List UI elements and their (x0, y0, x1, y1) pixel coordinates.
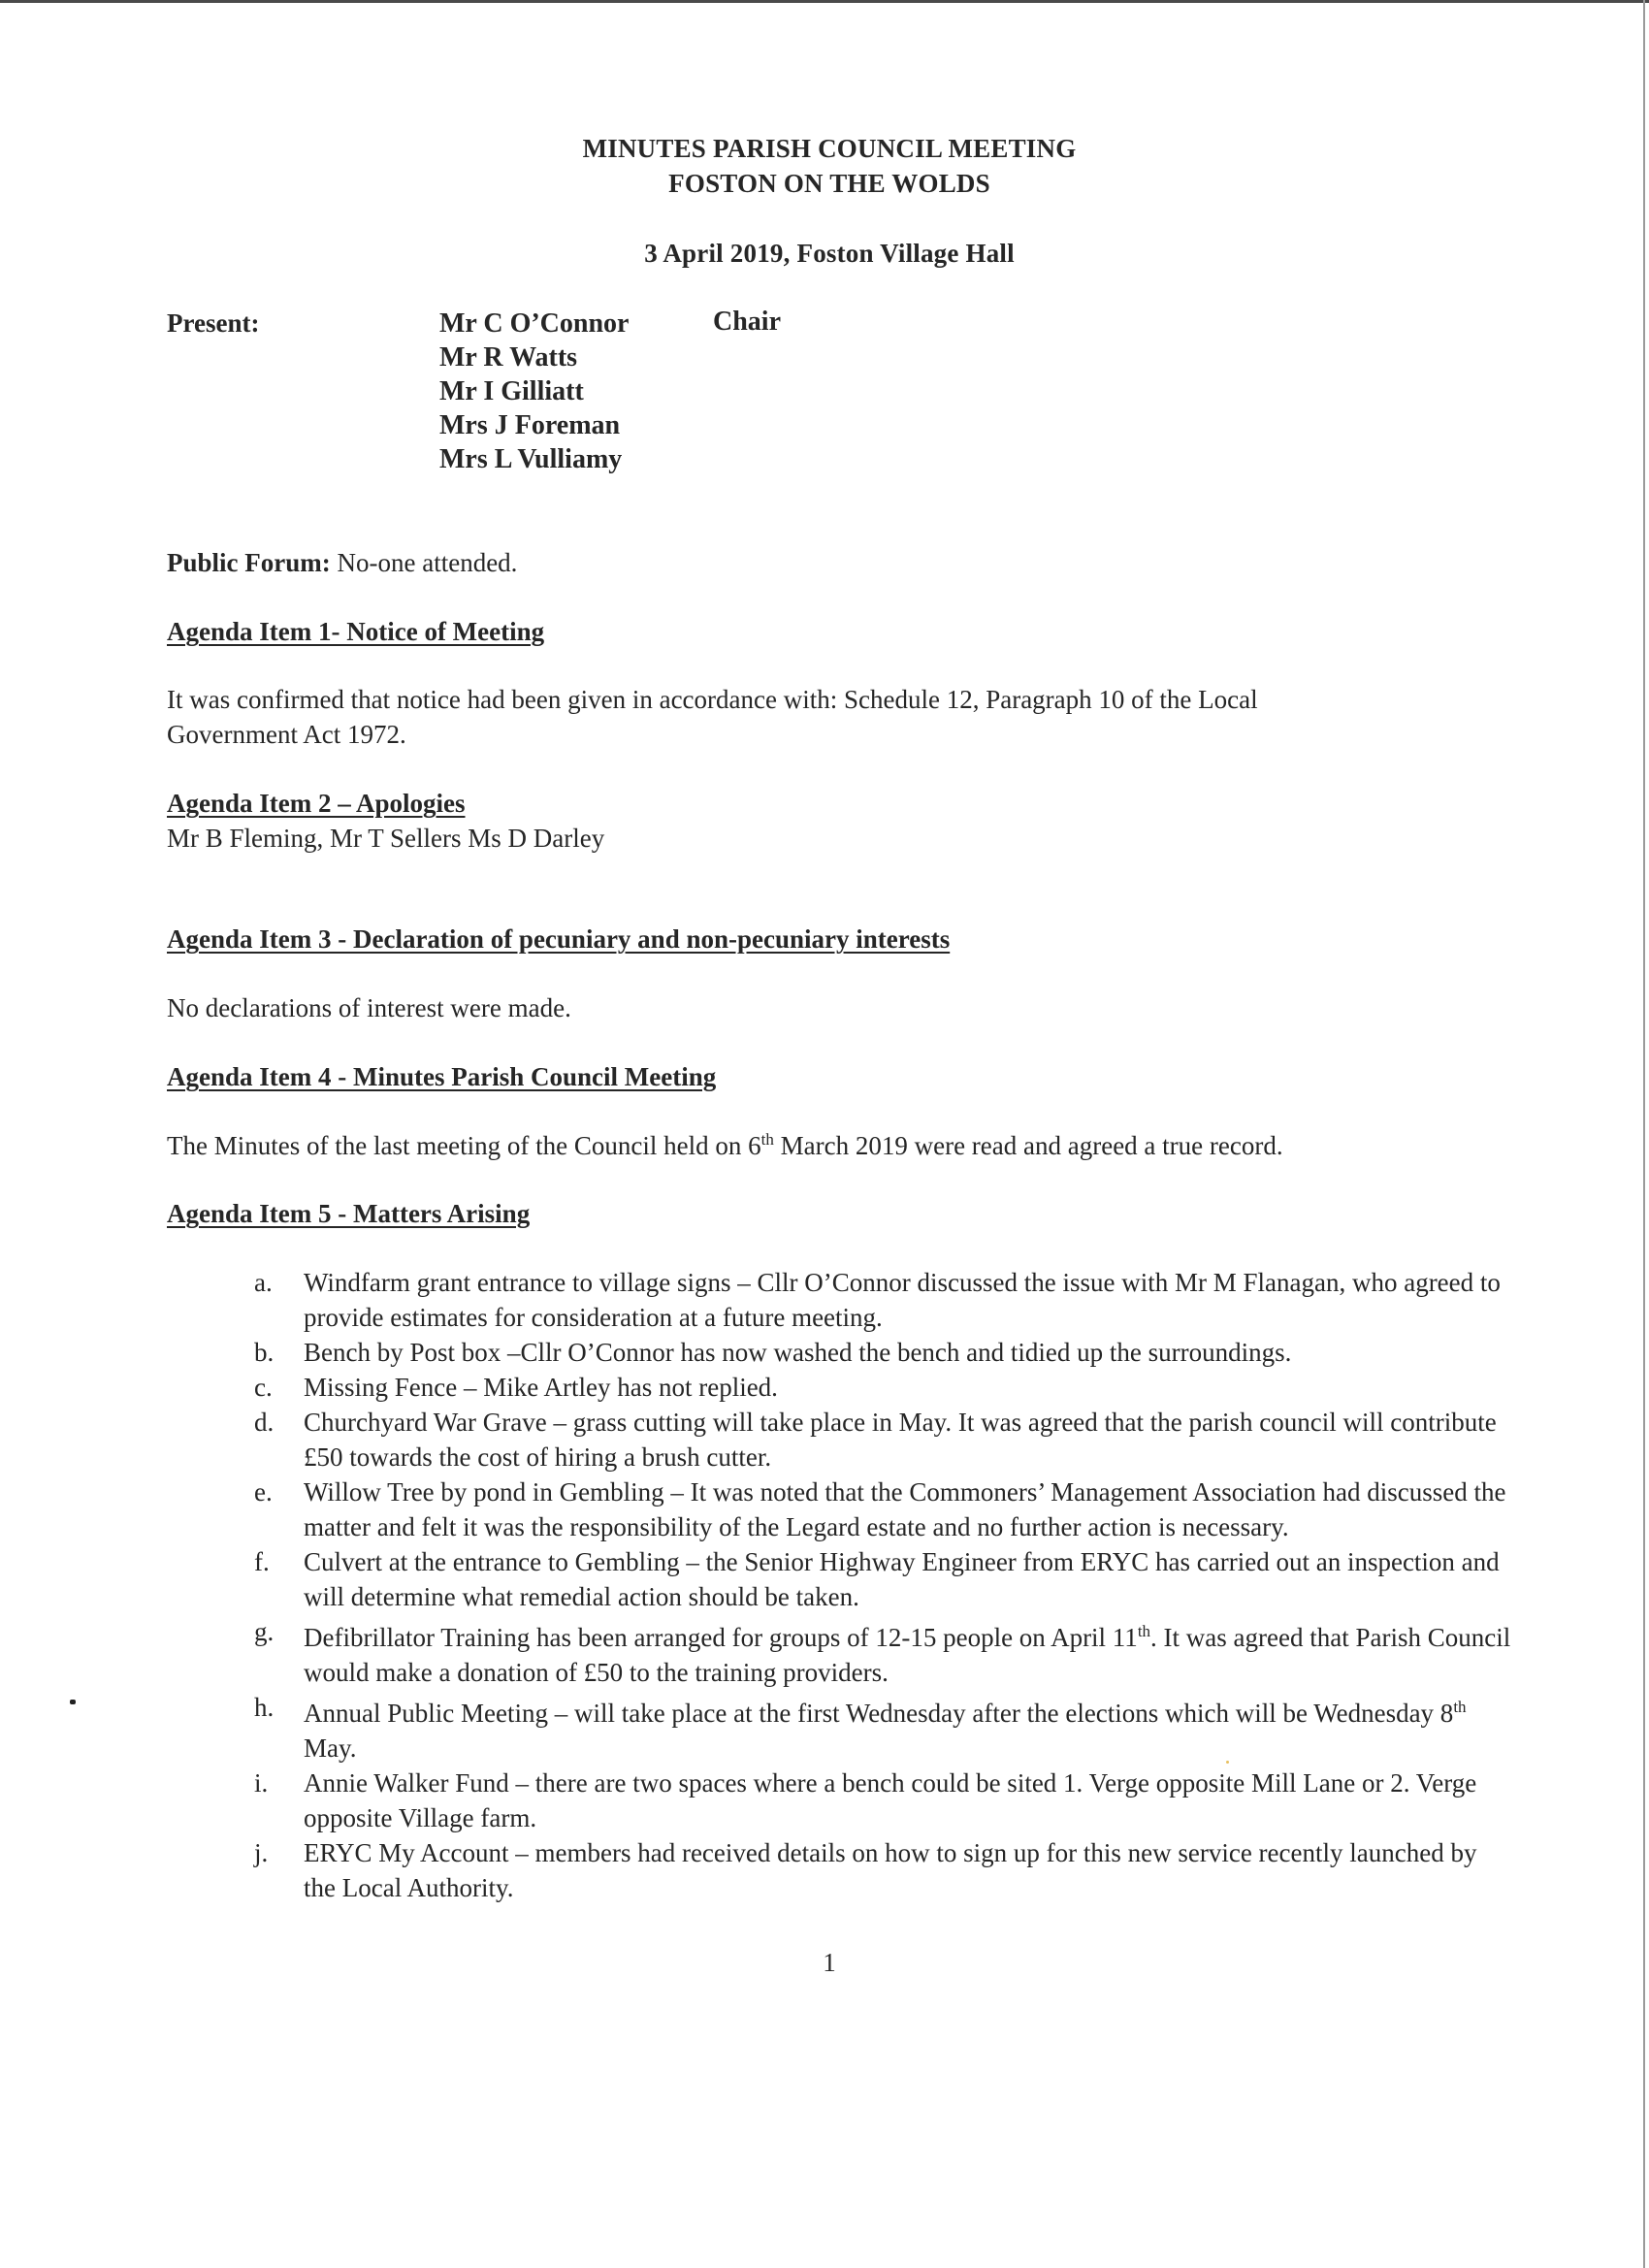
agenda-item-4-text-start: The Minutes of the last meeting of the Council held on 6 (167, 1131, 761, 1160)
agenda-item-4-text (167, 1130, 1283, 1161)
list-item-letter: a. (254, 1268, 273, 1297)
list-item-text-start: Defibrillator Training has been arranged for groups of 12-15 people on April 11 (304, 1623, 1138, 1652)
list-item (254, 1335, 1515, 1370)
list-item (254, 1835, 1515, 1905)
list-item-letter: d. (254, 1408, 275, 1437)
list-item (254, 1474, 1515, 1544)
present-member: Mr C O’Connor (439, 308, 630, 339)
public-forum-label: Public Forum: (167, 548, 331, 577)
ordinal-suffix: th (1137, 1622, 1151, 1640)
list-item-text-start: Annual Public Meeting – will take place at the first Wednesday after the elections which will be Wednesday 8 (304, 1699, 1454, 1728)
list-item-letter: e. (254, 1477, 273, 1507)
list-item-text-end: May. (304, 1733, 357, 1763)
list-item-letter: c. (254, 1373, 273, 1402)
meeting-date-location: 3 April 2019, Foston Village Hall (644, 239, 1015, 268)
list-item (254, 1766, 1515, 1835)
scan-edge-right (1643, 0, 1645, 2268)
present-list (439, 307, 629, 476)
list-item-letter: i. (254, 1768, 269, 1798)
public-forum-text: No-one attended. (330, 548, 518, 577)
list-item (254, 1544, 1515, 1614)
list-item-text (304, 1614, 1515, 1690)
agenda-item-1-text-line-1: It was confirmed that notice had been given in accordance with: Schedule 12, Paragraph 10 of the Local (167, 685, 1258, 714)
list-item-letter: b. (254, 1338, 275, 1367)
scan-speck (70, 1700, 76, 1704)
list-item (254, 1265, 1515, 1335)
agenda-item-3-text: No declarations of interest were made. (167, 993, 571, 1022)
page-number: 1 (823, 1948, 836, 1977)
list-item (254, 1405, 1515, 1474)
list-item (254, 1690, 1515, 1766)
title-line-2: FOSTON ON THE WOLDS (668, 169, 990, 198)
list-item-text: Churchyard War Grave – grass cutting will take place in May. It was agreed that the parish council will contribute £50 towards the cost of hiring a brush cutter. (304, 1408, 1497, 1472)
list-item-letter: f. (254, 1547, 270, 1576)
ordinal-suffix: th (760, 1130, 774, 1149)
list-item-letter: g. (254, 1617, 275, 1646)
present-member: Mr I Gilliatt (439, 376, 584, 406)
matters-arising-list (254, 1265, 1515, 1905)
list-item-text: ERYC My Account – members had received details on how to sign up for this new service recently launched by the Local Authority. (304, 1838, 1477, 1902)
list-item (254, 1614, 1515, 1690)
agenda-item-1-heading: Agenda Item 1- Notice of Meeting (167, 617, 545, 646)
agenda-item-3-heading: Agenda Item 3 - Declaration of pecuniary and non-pecuniary interests (167, 924, 951, 954)
list-item-letter: h. (254, 1693, 275, 1722)
agenda-item-2-text: Mr B Fleming, Mr T Sellers Ms D Darley (167, 824, 605, 853)
list-item-text: Bench by Post box –Cllr O’Connor has now washed the bench and tidied up the surroundings. (304, 1338, 1292, 1367)
present-member: Mr R Watts (439, 342, 578, 373)
list-item-text: Culvert at the entrance to Gembling – the Senior Highway Engineer from ERYC has carried out an inspection and will determine what remedial action should be taken. (304, 1547, 1500, 1611)
present-member: Mrs J Foreman (439, 410, 621, 440)
public-forum (167, 548, 517, 578)
agenda-item-5-heading: Agenda Item 5 - Matters Arising (167, 1199, 531, 1228)
agenda-item-4-text-end: March 2019 were read and agreed a true record. (773, 1131, 1283, 1160)
agenda-item-2-heading: Agenda Item 2 – Apologies (167, 789, 466, 818)
scan-edge-top (0, 0, 1649, 3)
agenda-item-1-text-line-2: Government Act 1972. (167, 720, 406, 749)
chair-role: Chair (713, 307, 781, 337)
list-item-text: Windfarm grant entrance to village signs – Cllr O’Connor discussed the issue with Mr M Flanagan, who agreed to provide estimates for consideration at a future meeting. (304, 1268, 1501, 1332)
list-item-text: Annie Walker Fund – there are two spaces where a bench could be sited 1. Verge opposite Mill Lane or 2. Verge opposite Village farm. (304, 1768, 1477, 1832)
present-label: Present: (167, 308, 260, 338)
list-item-text: Willow Tree by pond in Gembling – It was noted that the Commoners’ Management Association had discussed the matter and felt it was the responsibility of the Legard estate and no further action is necessary. (304, 1477, 1506, 1541)
title-line-1: MINUTES PARISH COUNCIL MEETING (582, 134, 1077, 163)
present-member: Mrs L Vulliamy (439, 444, 623, 474)
scan-speck (1226, 1761, 1229, 1764)
ordinal-suffix: th (1453, 1698, 1467, 1716)
list-item (254, 1370, 1515, 1405)
list-item-text-end: . It was agreed that Parish Council would make a donation of £50 to the training providers. (304, 1623, 1511, 1687)
list-item-letter: j. (254, 1838, 269, 1867)
list-item-text (304, 1690, 1515, 1766)
agenda-item-4-heading: Agenda Item 4 - Minutes Parish Council Meeting (167, 1062, 717, 1091)
list-item-text: Missing Fence – Mike Artley has not replied. (304, 1373, 778, 1402)
